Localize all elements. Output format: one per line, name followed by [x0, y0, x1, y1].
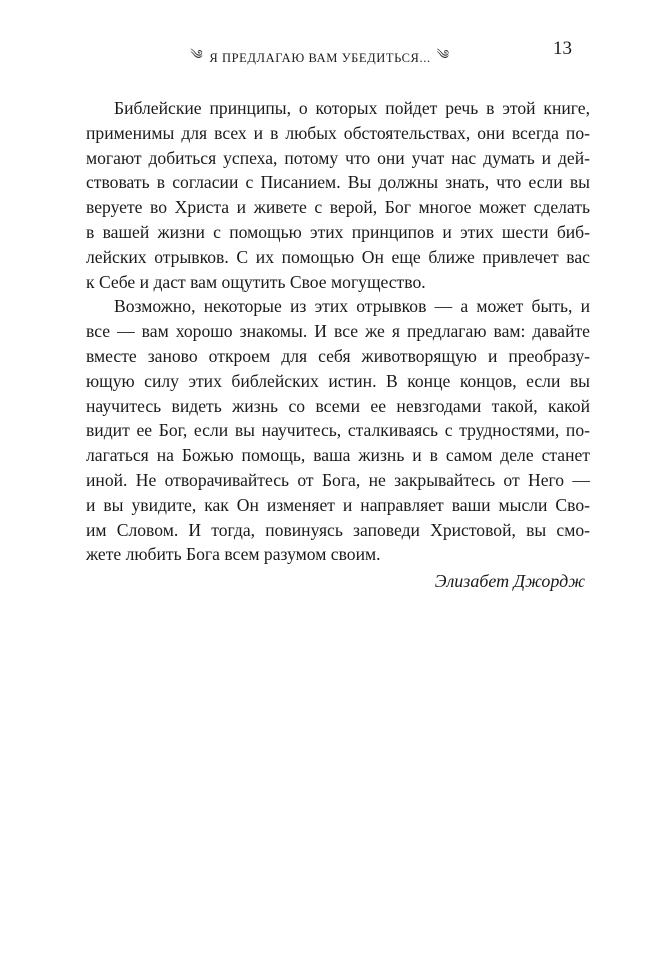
- text-line: применимы для всех и в любых обстоятельствах, они всегда по-: [86, 122, 590, 143]
- text-line: ствовать в согласии с Писанием. Вы должны знать, что если вы: [86, 172, 590, 193]
- text-line: могают добиться успеха, потому что они учат нас думать и дей-: [86, 147, 590, 168]
- text-line: вместе заново откроем для себя животворящую и преобразу-: [86, 345, 590, 366]
- text-line: к Себе и даст вам ощутить Свое могущество.: [86, 271, 426, 292]
- page-number: 13: [553, 38, 572, 59]
- ornament-left-icon: ༄: [190, 47, 204, 62]
- text-line: все — вам хорошо знакомы. И все же я предлагаю вам: давайте: [86, 321, 590, 342]
- text-line: им Словом. И тогда, повинуясь заповеди Христовой, вы смо-: [86, 519, 590, 540]
- paragraph-2: [86, 294, 590, 567]
- text-line: и вы увидите, как Он изменяет и направляет ваши мысли Сво-: [86, 494, 590, 515]
- author-signature: Элизабет Джордж: [434, 571, 585, 591]
- text-line: Возможно, некоторые из этих отрывков — а может быть, и: [114, 296, 590, 317]
- running-title: [170, 40, 470, 77]
- text-line: веруете во Христа и живете с верой, Бог многое может сделать: [86, 197, 590, 218]
- text-line: научитесь видеть жизнь со всеми ее невзгодами такой, какой: [86, 395, 590, 416]
- text-line: видит ее Бог, если вы научитесь, сталкиваясь с трудностями, по-: [86, 420, 590, 441]
- text-line: ющую силу этих библейских истин. В конце концов, если вы: [86, 370, 590, 391]
- text-line: лагаться на Божью помощь, ваша жизнь и в самом деле станет: [86, 445, 590, 466]
- text-line: иной. Не отворачивайтесь от Бога, не закрывайтесь от Него —: [86, 469, 590, 490]
- text-line: лейских отрывков. С их помощью Он еще ближе привлечет вас: [86, 246, 590, 267]
- page-header: [170, 38, 590, 65]
- paragraph-1: [86, 96, 590, 294]
- text-line: Библейские принципы, о которых пойдет речь в этой книге,: [114, 98, 590, 118]
- ornament-right-icon: ༄: [436, 47, 450, 62]
- text-line: жете любить Бога всем разумом своим.: [86, 544, 381, 565]
- body-text: [86, 96, 590, 567]
- running-title-text: Я ПРЕДЛАГАЮ ВАМ УБЕДИТЬСЯ...: [209, 51, 431, 65]
- text-line: в вашей жизни с помощью этих принципов и этих шести биб-: [86, 221, 590, 242]
